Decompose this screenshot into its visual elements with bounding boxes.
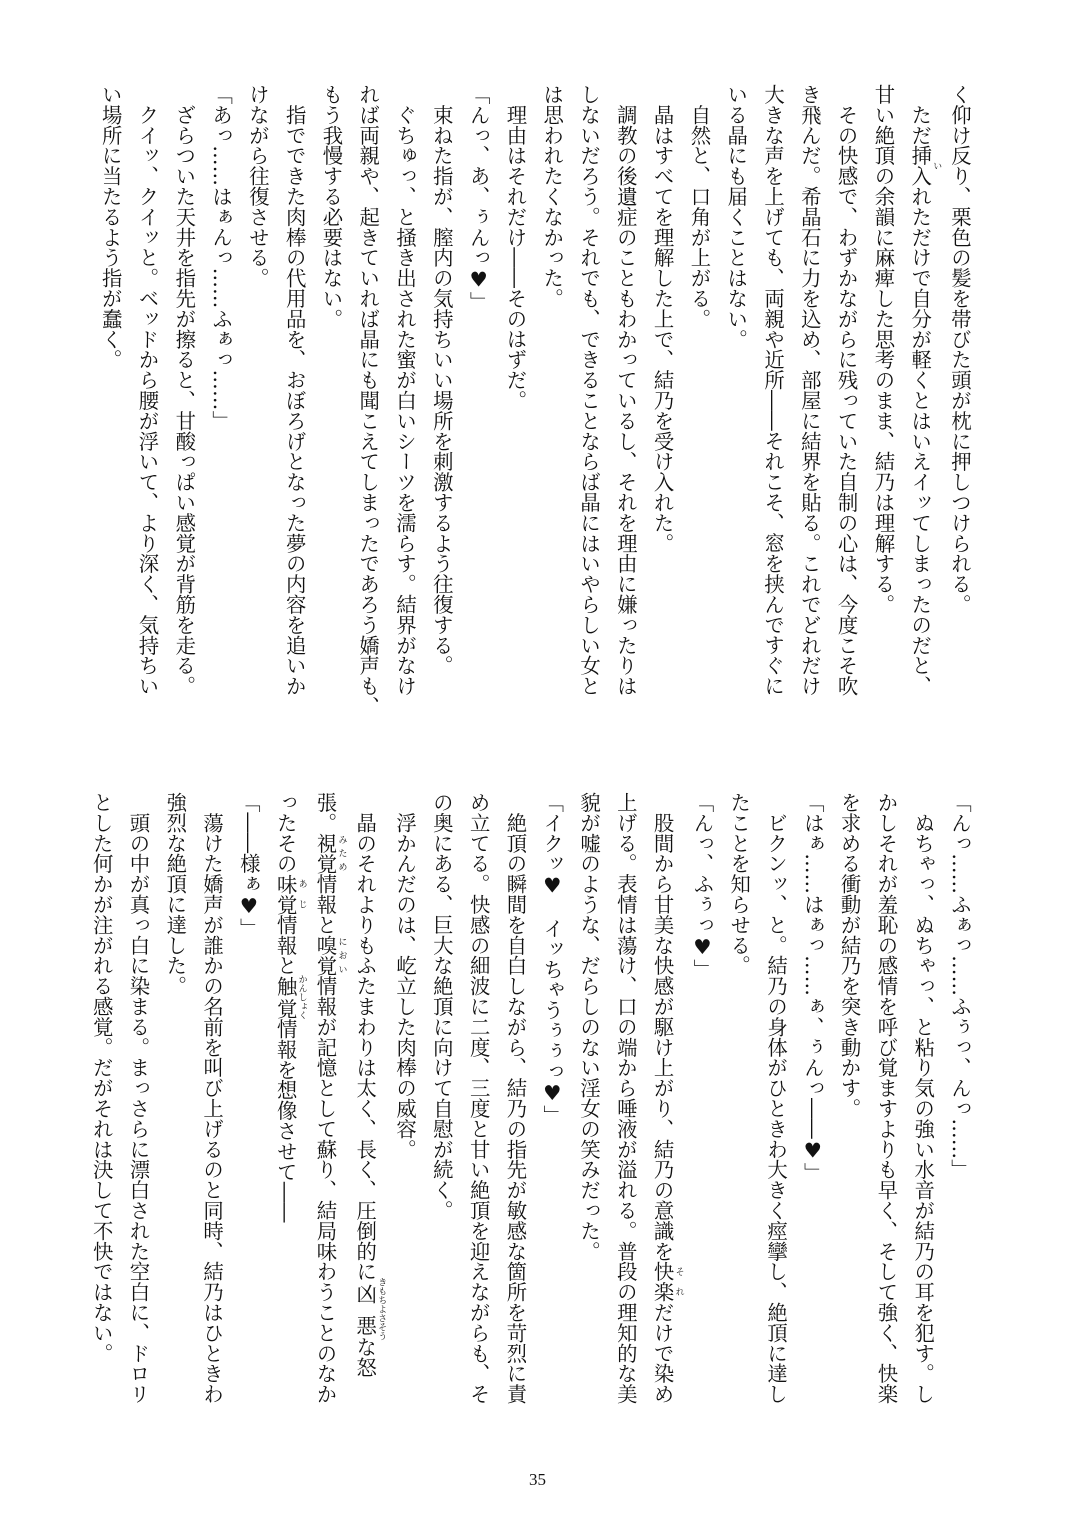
text-column: [533, 792, 570, 1452]
text-segment: ぐちゅっ、と掻き出された蜜が白いシーツを濡らす。結界がなけ: [393, 84, 418, 696]
text-segment: 頭の中が真っ白に染まる。まっさらに漂白された空白に、ドロリ: [126, 792, 151, 1404]
text-segment: 「はぁ……はぁっ……ぁ、ぅんっ――♥」: [800, 792, 825, 1184]
ruby-base: 視覚: [313, 832, 338, 874]
text-column: [230, 792, 267, 1452]
text-segment: だけで染め: [650, 1302, 675, 1405]
text-block-upper: [94, 84, 978, 754]
text-segment: 貌が嘘のような、だらしのない淫女の笑みだった。: [577, 792, 602, 1262]
text-segment: 張。: [313, 792, 338, 833]
ruby-base: 凶悪: [353, 1277, 378, 1341]
text-column: [386, 792, 423, 1452]
text-column: [193, 792, 230, 1452]
text-segment: 股間から甘美な快感が駆け上がり、結乃の意識を: [650, 792, 675, 1262]
text-column: [901, 84, 941, 754]
text-segment: ただ: [908, 84, 933, 146]
text-column: [307, 792, 347, 1452]
text-segment: 晶のそれよりもふたまわりは太く、長く、圧倒的に: [353, 792, 378, 1282]
text-column: [313, 84, 350, 754]
text-segment: いる晶にも届くことはない。: [724, 84, 749, 350]
ruby-annotation: [313, 832, 347, 874]
page-number: 35: [529, 1470, 546, 1489]
text-column: [607, 84, 644, 754]
text-segment: れば両親や、起きていれば晶にも聞こえてしまったであろう嬌声も、: [356, 84, 381, 717]
text-segment: 束ねた指が、膣内の気持ちいい場所を刺激するよう往復する。: [429, 84, 454, 676]
text-segment: 情報と: [273, 914, 298, 976]
text-column: [828, 84, 865, 754]
text-segment: ぬちゃっ、ぬちゃっ、と粘り気の強い水音が結乃の耳を犯す。し: [911, 792, 936, 1404]
ruby-base: 味覚: [273, 873, 298, 915]
text-segment: ビクンッ、と。結乃の身体がひときわ大きく痙攣し、絶頂に達し: [764, 792, 789, 1404]
ruby-annotation: [353, 1277, 387, 1341]
text-segment: め立てる。快感の細波に二度、三度と甘い絶頂を迎えながらも、そ: [466, 792, 491, 1404]
ruby-text: きもちよさそう: [376, 1277, 387, 1341]
text-column: [497, 84, 534, 754]
text-column: [644, 84, 681, 754]
text-column: [865, 84, 902, 754]
ruby-text: それ: [673, 1261, 684, 1303]
text-segment: 強烈な絶頂に達した。: [163, 792, 188, 996]
ruby-base: 嗅覚: [313, 934, 338, 976]
text-segment: とした何かが注がれる感覚。だがそれは決して不快ではない。: [89, 792, 114, 1364]
text-column: [570, 84, 607, 754]
text-segment: 絶頂の瞬間を自白しながら、結乃の指先が敏感な箇所を苛烈に責: [503, 792, 528, 1404]
text-column: [202, 84, 239, 754]
ruby-annotation: [273, 873, 307, 915]
ruby-annotation: [908, 145, 942, 187]
text-column: [120, 792, 157, 1452]
text-segment: き飛んだ。希晶石に力を込め、部屋に結界を貼る。これでどれだけ: [797, 84, 822, 696]
text-column: [267, 792, 307, 1452]
text-column: [717, 84, 754, 754]
text-segment: 自然と、口角が上がる。: [687, 84, 712, 329]
text-column: [941, 792, 978, 1452]
text-column: [644, 792, 684, 1452]
text-column: [423, 84, 460, 754]
text-segment: 理由はそれだけ――そのはずだ。: [503, 84, 528, 411]
text-segment: 甘い絶頂の余韻に麻痺した思考のまま、結乃は理解する。: [871, 84, 896, 615]
text-column: [156, 792, 193, 1452]
text-segment: 「あっ……はぁんっ……ふぁっ……」: [209, 84, 234, 431]
text-segment: 情報を想像させて――: [273, 1018, 298, 1223]
ruby-annotation: [650, 1261, 684, 1303]
text-column: [904, 792, 941, 1452]
ruby-annotation: [273, 974, 307, 1020]
text-segment: 「んっ、ふぅっ♥」: [690, 792, 715, 980]
text-column: [239, 84, 276, 754]
text-block-lower: [89, 792, 978, 1452]
text-segment: 「――様ぁ♥」: [236, 792, 261, 939]
ruby-base: 触覚: [273, 974, 298, 1020]
text-column: [386, 84, 423, 754]
text-segment: クイッ、クイッと。ベッドから腰が浮いて、より深く、気持ちい: [135, 84, 160, 696]
ruby-text: みため: [336, 832, 347, 874]
text-column: [684, 792, 721, 1452]
text-segment: の奥にある、巨大な絶頂に向けて自慰が続く。: [429, 792, 454, 1221]
text-column: [681, 84, 718, 754]
text-segment: もう我慢する必要はない。: [319, 84, 344, 329]
ruby-text: かんしょく: [296, 974, 307, 1020]
text-segment: 蕩けた嬌声が誰かの名前を叫び上げるのと同時、結乃はひときわ: [200, 792, 225, 1404]
text-column: [92, 84, 129, 754]
text-column: [460, 84, 497, 754]
text-column: [754, 84, 791, 754]
text-column: [460, 792, 497, 1452]
text-column: [83, 792, 120, 1452]
ruby-annotation: [313, 934, 347, 976]
ruby-text: におい: [336, 934, 347, 976]
text-segment: を求める衝動が結乃を突き動かす。: [837, 792, 862, 1119]
text-column: [497, 792, 534, 1452]
text-column: [349, 84, 386, 754]
ruby-base: 快楽: [650, 1261, 675, 1303]
text-segment: かしそれが羞恥の感情を呼び覚ますよりも早く、そして強く、快楽: [874, 792, 899, 1404]
text-segment: 指でできた肉棒の代用品を、おぼろげとなった夢の内容を追いか: [282, 84, 307, 696]
text-column: [757, 792, 794, 1452]
text-column: [276, 84, 313, 754]
text-column: [533, 84, 570, 754]
text-segment: 「んっ……ふぁっ……ふぅっ、んっ……」: [948, 792, 972, 1180]
text-segment: 大きな声を上げても、両親や近所――それこそ、窓を挟んですぐに: [761, 84, 786, 696]
text-column: [794, 792, 831, 1452]
text-segment: その快感で、わずかながらに残っていた自制の心は、今度こそ吹: [834, 84, 859, 696]
text-segment: い場所に当たるよう指が蠢く。: [98, 84, 123, 370]
text-segment: れただけで自分が軽くとはいえイッてしまったのだと、: [908, 186, 933, 697]
text-column: [868, 792, 905, 1452]
text-segment: たことを知らせる。: [727, 792, 752, 976]
text-segment: しないだろう。それでも、できることならば晶にはいやらしい女と: [577, 84, 602, 696]
text-column: [941, 84, 978, 754]
text-segment: 情報と: [313, 873, 338, 935]
text-segment: 上げる。表情は蕩け、口の端から唾液が溢れる。普段の理知的な美: [613, 792, 638, 1404]
text-segment: 浮かんだのは、屹立した肉棒の威容。: [393, 792, 418, 1160]
text-segment: ったその: [273, 792, 298, 874]
text-segment: 「イクッ♥ イッちゃうぅぅっ♥」: [540, 792, 565, 1126]
ruby-text: あじ: [296, 873, 307, 915]
text-column: [423, 792, 460, 1452]
text-column: [570, 792, 607, 1452]
text-segment: けながら往復させる。: [245, 84, 270, 288]
text-column: [791, 84, 828, 754]
text-segment: は思われたくなかった。: [540, 84, 565, 309]
text-column: [346, 792, 386, 1452]
text-column: [720, 792, 757, 1452]
text-segment: 晶はすべてを理解した上で、結乃を受け入れた。: [650, 84, 675, 554]
ruby-text: い: [931, 145, 942, 187]
text-segment: 「んっ、あ、ぅんっ♥」: [466, 84, 491, 312]
text-column: [831, 792, 868, 1452]
text-segment: 情報が記憶として蘇り、結局味わうことのなか: [313, 975, 338, 1405]
text-column: [129, 84, 166, 754]
text-column: [607, 792, 644, 1452]
text-column: [165, 84, 202, 754]
text-segment: な怒: [353, 1336, 378, 1378]
text-segment: く仰け反り、栗色の髪を帯びた頭が枕に押しつけられる。: [948, 84, 972, 615]
text-segment: 調教の後遺症のこともわかっているし、それを理由に嫌ったりは: [613, 84, 638, 696]
text-segment: ざらついた天井を指先が擦ると、甘酸っぱい感覚が背筋を走る。: [172, 84, 197, 696]
ruby-base: 挿入: [908, 145, 933, 187]
